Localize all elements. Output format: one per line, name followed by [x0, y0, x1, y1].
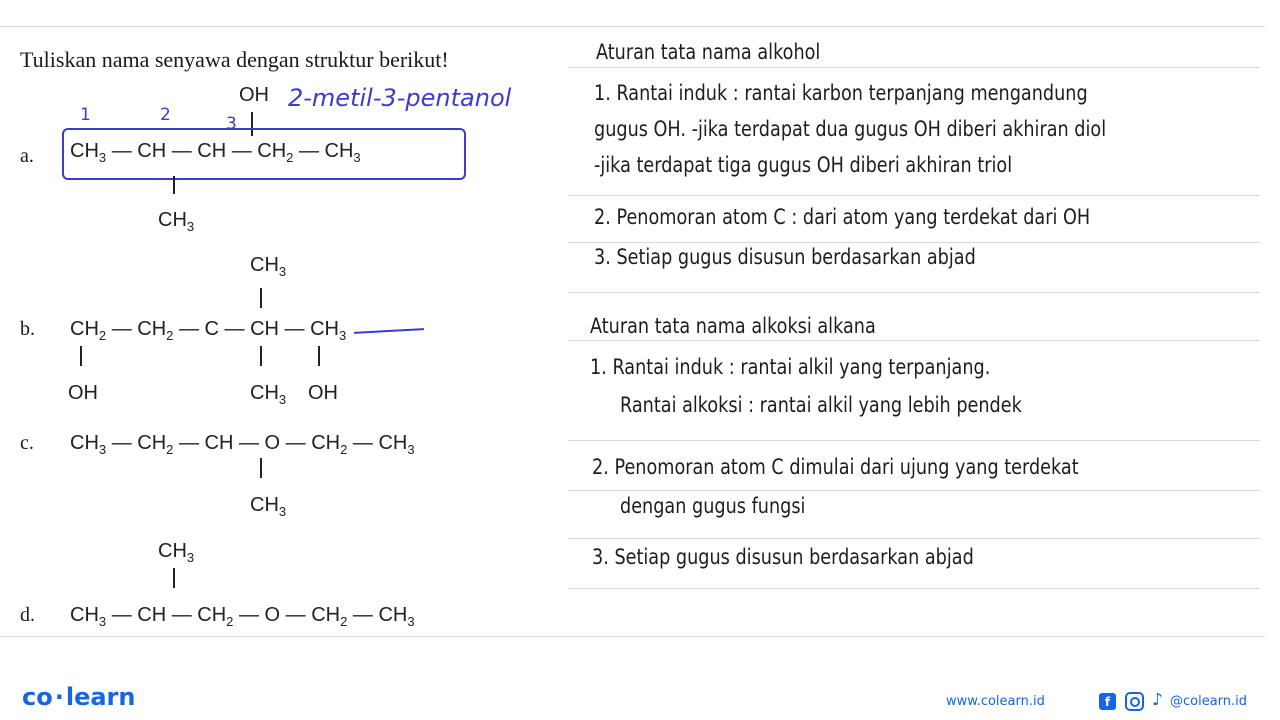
methyl-branch: $CH_3$ — [250, 382, 287, 407]
divider — [0, 26, 1265, 27]
handwritten-number-2: 2 — [160, 105, 171, 125]
oh-group: OH — [68, 382, 98, 404]
handwritten-number-3: 3 — [226, 114, 237, 134]
alcohol-rule-line: 1. Rantai induk : rantai karbon terpanjang mengandung — [594, 81, 1088, 105]
handwritten-answer: 2-metil-3-pentanol — [288, 84, 512, 112]
alkoxy-rule-line: dengan gugus fungsi — [620, 494, 806, 518]
handwritten-strike — [354, 328, 424, 334]
divider — [0, 636, 1265, 637]
divider — [568, 195, 1260, 196]
oh-group: OH — [308, 382, 338, 404]
alkoxy-rule-line: Rantai alkoksi : rantai alkil yang lebih pendek — [620, 393, 1022, 417]
methyl-branch: $CH_3$ — [158, 209, 195, 234]
website-link[interactable]: www.colearn.id — [946, 694, 1045, 709]
chain-a: $CH_3$ — CH — CH — $CH_2$ — $CH_3$ — [70, 140, 361, 165]
divider — [568, 67, 1260, 68]
divider — [568, 292, 1260, 293]
methyl-branch: $CH_3$ — [158, 540, 195, 565]
methyl-branch: $CH_3$ — [250, 494, 287, 519]
question-text: Tuliskan nama senyawa dengan struktur berikut! — [20, 47, 449, 72]
tiktok-icon[interactable]: ♪ — [1152, 690, 1163, 710]
label-b: b. — [20, 318, 35, 340]
label-d: d. — [20, 604, 35, 626]
oh-group: OH — [239, 84, 269, 106]
bond-vertical — [173, 176, 175, 194]
alkoxy-rule-line: 2. Penomoran atom C dimulai dari ujung yang terdekat — [592, 455, 1079, 479]
bond-vertical — [80, 346, 82, 366]
alkoxy-rules-title: Aturan tata nama alkoksi alkana — [590, 314, 876, 338]
bond-vertical — [260, 288, 262, 308]
colearn-logo: co·learn — [22, 683, 136, 711]
alkoxy-rule-line: 1. Rantai induk : rantai alkil yang terpanjang. — [590, 355, 991, 379]
alkoxy-rule-line: 3. Setiap gugus disusun berdasarkan abjad — [592, 545, 974, 569]
divider — [568, 440, 1260, 441]
methyl-branch: $CH_3$ — [250, 254, 287, 279]
divider — [568, 340, 1260, 341]
alcohol-rule-line: 3. Setiap gugus disusun berdasarkan abjad — [594, 245, 976, 269]
alcohol-rules-title: Aturan tata nama alkohol — [596, 40, 821, 64]
chain-c: $CH_3$ — $CH_2$ — CH — O — $CH_2$ — $CH_3$ — [70, 432, 415, 457]
bond-vertical — [260, 458, 262, 478]
label-c: c. — [20, 432, 34, 454]
divider — [568, 538, 1260, 539]
divider — [568, 490, 1260, 491]
chain-b: $CH_2$ — $CH_2$ — C — CH — $CH_3$ — [70, 318, 347, 343]
bond-vertical — [173, 568, 175, 588]
divider — [568, 588, 1260, 589]
alcohol-rule-line: -jika terdapat tiga gugus OH diberi akhiran triol — [594, 153, 1013, 177]
alcohol-rule-line: gugus OH. -jika terdapat dua gugus OH diberi akhiran diol — [594, 117, 1107, 141]
social-handle[interactable]: @colearn.id — [1170, 694, 1248, 709]
alcohol-rule-line: 2. Penomoran atom C : dari atom yang terdekat dari OH — [594, 205, 1091, 229]
chain-d: $CH_3$ — CH — $CH_2$ — O — $CH_2$ — $CH_3$ — [70, 604, 415, 629]
label-a: a. — [20, 145, 34, 167]
bond-vertical — [318, 346, 320, 366]
facebook-icon[interactable]: f — [1099, 693, 1116, 710]
divider — [568, 242, 1260, 243]
handwritten-number-1: 1 — [80, 105, 91, 125]
bond-vertical — [260, 346, 262, 366]
instagram-icon[interactable] — [1125, 692, 1144, 711]
